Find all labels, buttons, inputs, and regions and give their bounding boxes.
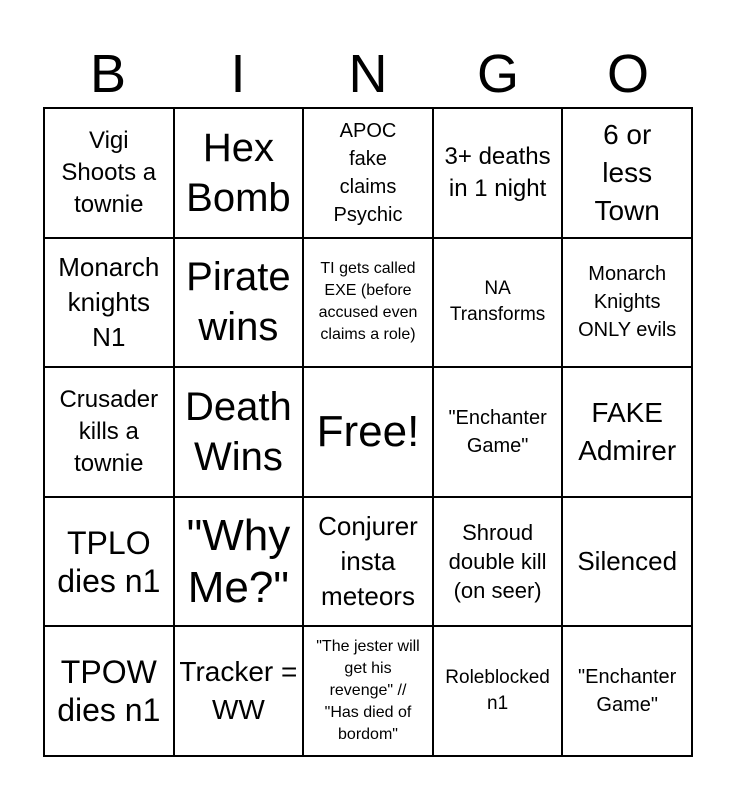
cell-text: Crusader kills a townie <box>59 385 159 477</box>
bingo-cell[interactable] <box>562 238 692 368</box>
bingo-cell[interactable] <box>303 626 433 756</box>
bingo-cell[interactable] <box>562 626 692 756</box>
header-letter-b: B <box>89 44 127 104</box>
bingo-cell[interactable] <box>562 497 692 627</box>
bingo-cell[interactable] <box>433 626 563 756</box>
bingo-cell[interactable] <box>174 497 304 627</box>
bingo-cell[interactable] <box>44 626 174 756</box>
cell-text: Shroud double kill (on seer) <box>448 520 547 604</box>
cell-text: TPOW dies n1 <box>57 654 161 729</box>
bingo-cell[interactable] <box>433 497 563 627</box>
header-letter-n: N <box>348 44 388 104</box>
bingo-cell[interactable] <box>174 367 304 497</box>
bingo-cell[interactable] <box>174 626 304 756</box>
header-letter-o: O <box>606 44 649 104</box>
header-letter-g: G <box>476 44 519 104</box>
cell-text: Tracker = WW <box>179 656 298 726</box>
bingo-cell[interactable] <box>433 238 563 368</box>
cell-text: Pirate wins <box>186 255 291 350</box>
bingo-cell[interactable] <box>303 108 433 238</box>
bingo-cell free-space[interactable] <box>303 367 433 497</box>
cell-text: Silenced <box>577 546 678 577</box>
bingo-cell[interactable] <box>433 367 563 497</box>
bingo-header <box>43 40 693 108</box>
cell-text: Roleblocked n1 <box>445 667 550 715</box>
bingo-cell[interactable] <box>433 108 563 238</box>
free-space-text: Free! <box>316 406 420 456</box>
cell-text: Conjurer insta meteors <box>318 511 418 612</box>
header-letter-i: I <box>230 44 246 104</box>
bingo-cell[interactable] <box>44 238 174 368</box>
cell-text: "Enchanter Game" <box>578 666 677 717</box>
bingo-cell[interactable] <box>44 497 174 627</box>
bingo-cell[interactable] <box>562 367 692 497</box>
cell-text: APOC fake claims Psychic <box>333 119 403 226</box>
bingo-cell[interactable] <box>303 497 433 627</box>
cell-text: "The jester will get his revenge" // "Has died of bordom" <box>316 638 420 744</box>
cell-text: Monarch knights N1 <box>58 251 160 352</box>
cell-text: "Why Me?" <box>186 510 291 612</box>
cell-text: 6 or less Town <box>594 118 660 226</box>
cell-text: FAKE Admirer <box>578 396 677 466</box>
cell-text: Hex Bomb <box>186 125 291 220</box>
cell-text: TI gets called EXE (before accused even claims a role) <box>318 260 418 344</box>
bingo-cell[interactable] <box>303 238 433 368</box>
bingo-cell[interactable] <box>44 108 174 238</box>
cell-text: TPLO dies n1 <box>57 524 161 599</box>
cell-text: "Enchanter Game" <box>448 406 547 457</box>
cell-text: Vigi Shoots a townie <box>61 126 157 218</box>
cell-text: Death Wins <box>185 384 292 479</box>
bingo-cell[interactable] <box>174 108 304 238</box>
bingo-cell[interactable] <box>44 367 174 497</box>
cell-text: 3+ deaths in 1 night <box>444 142 551 202</box>
bingo-board <box>43 107 693 757</box>
bingo-cell[interactable] <box>562 108 692 238</box>
cell-text: NA Transforms <box>449 278 546 326</box>
bingo-cell[interactable] <box>174 238 304 368</box>
cell-text: Monarch Knights ONLY evils <box>578 263 677 342</box>
